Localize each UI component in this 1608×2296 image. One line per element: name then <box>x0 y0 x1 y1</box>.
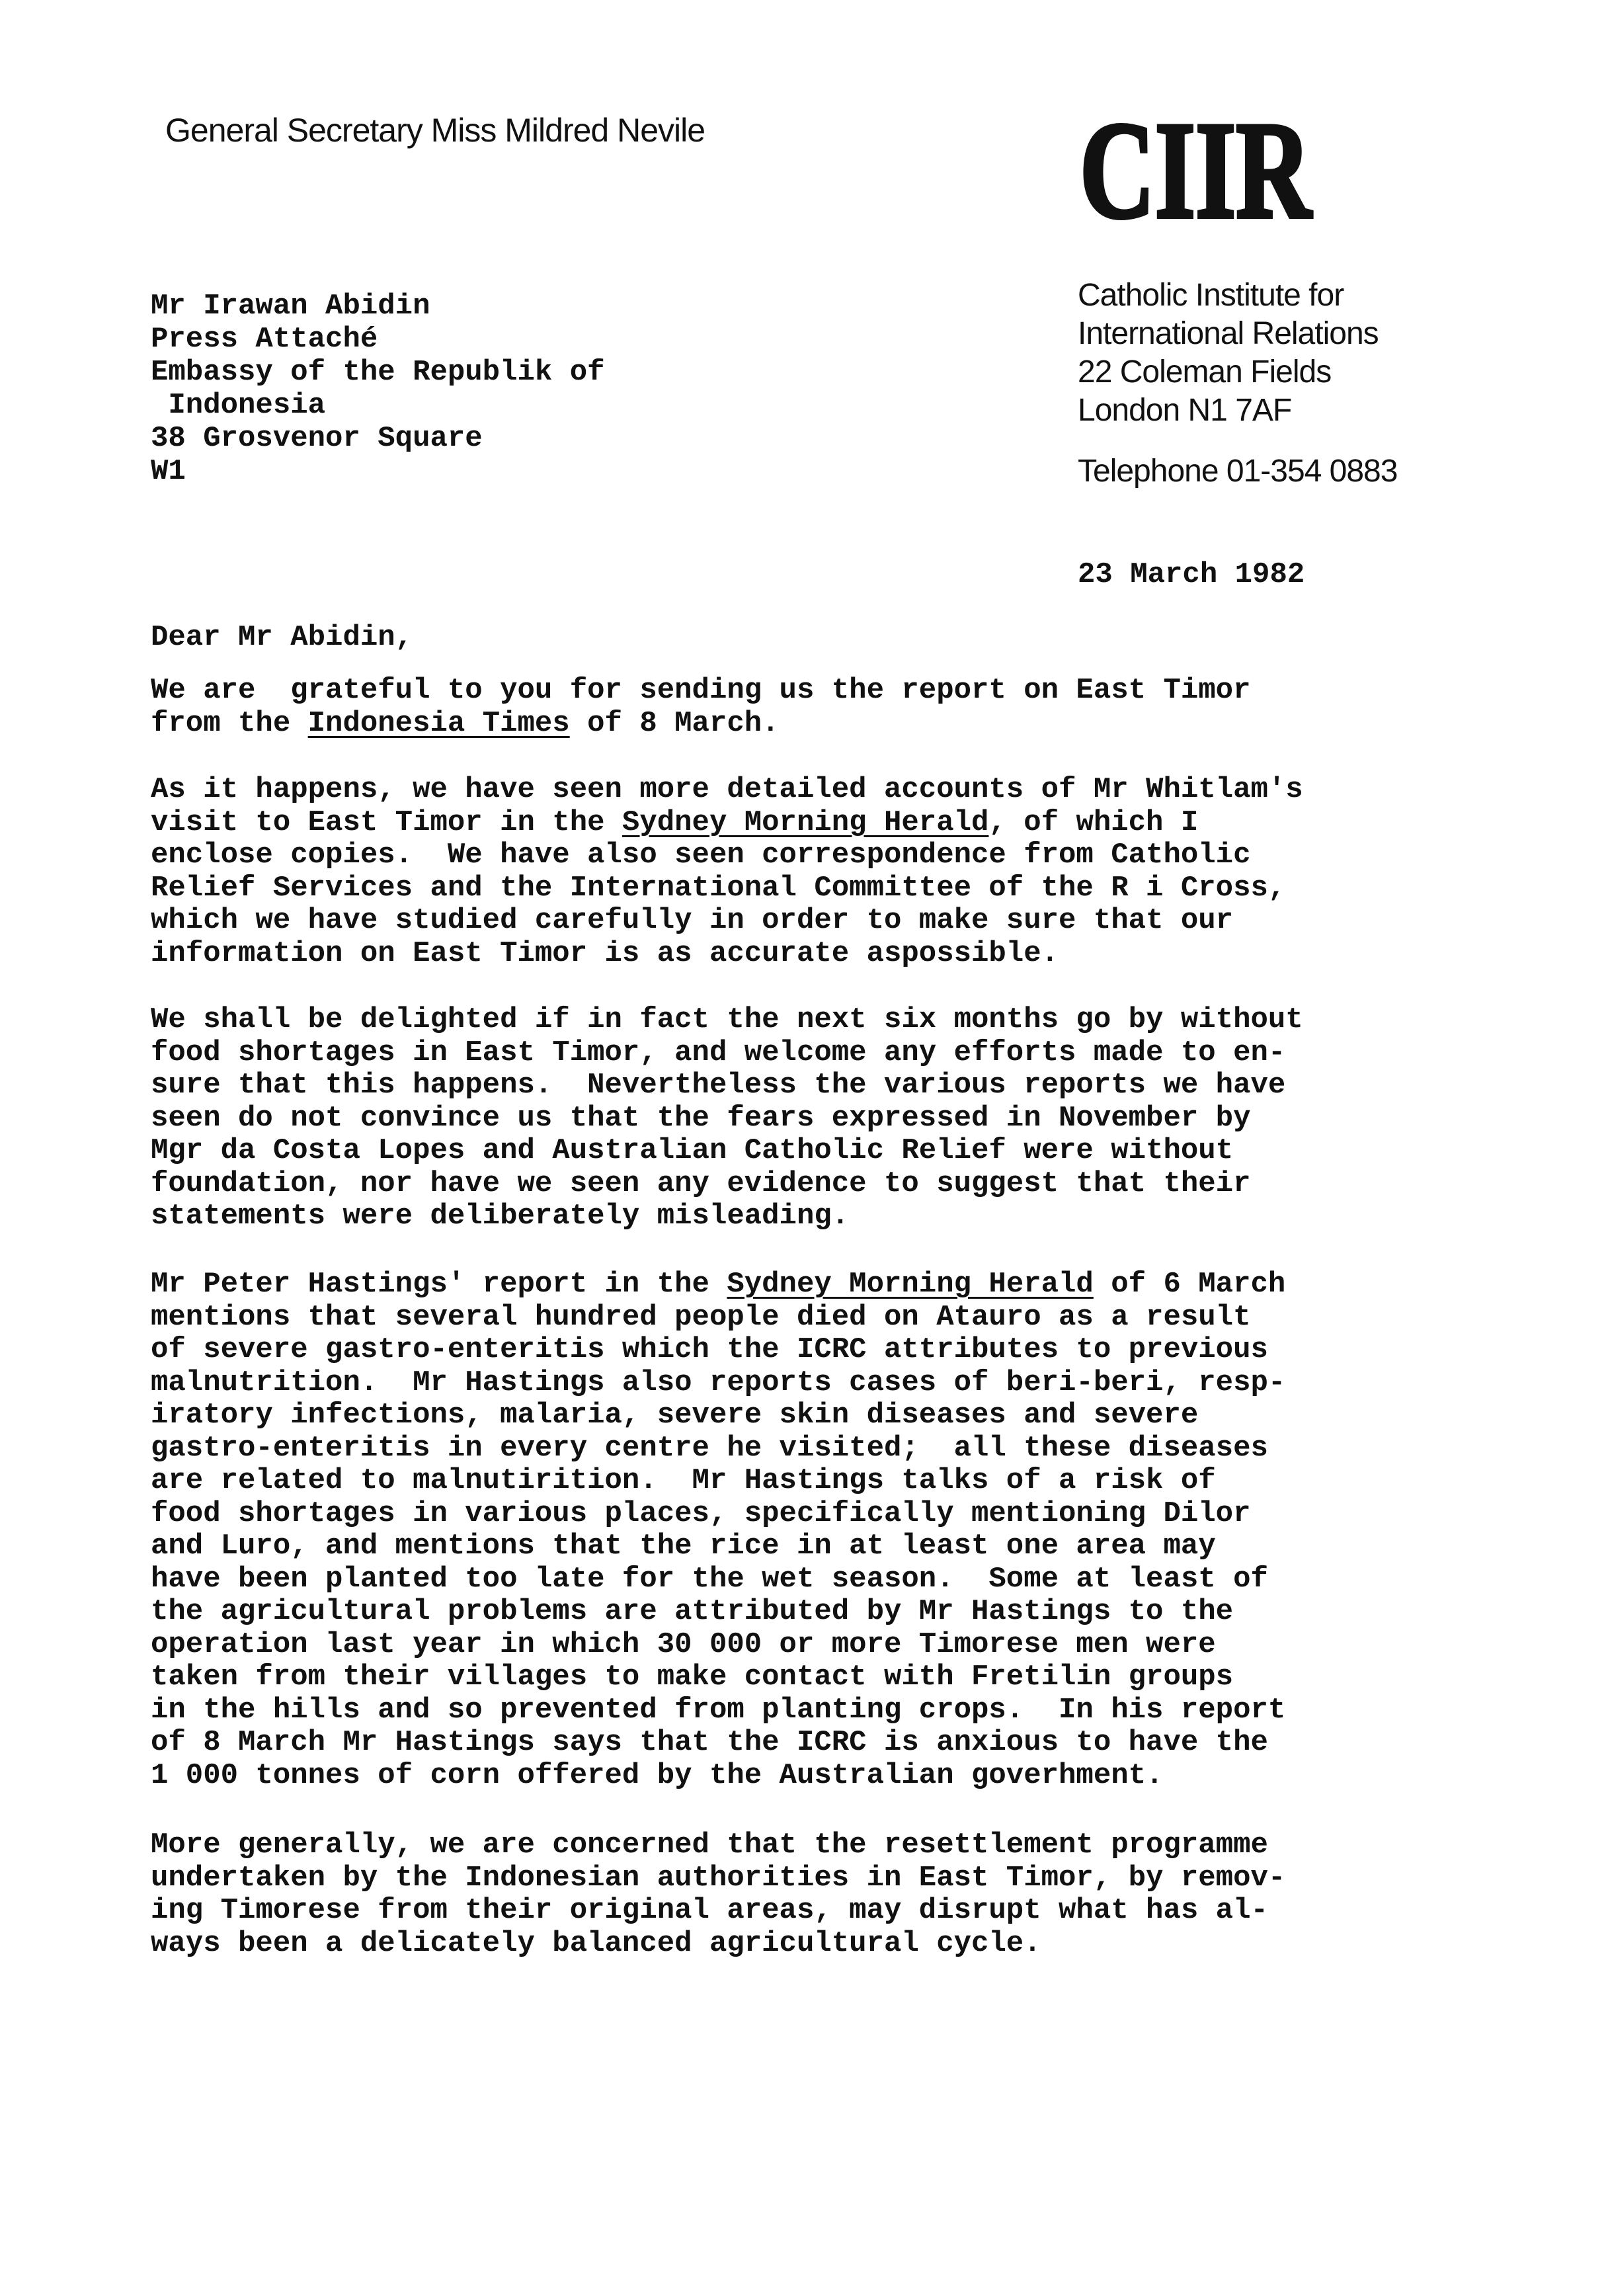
ciir-logo <box>1074 94 1319 247</box>
newspaper-title: Sydney Morning Herald <box>622 805 989 839</box>
recipient-address <box>151 290 605 488</box>
paragraph-line: We are grateful to you for sending us the report on East Timor <box>151 674 1251 707</box>
address-line: London N1 7AF <box>1078 393 1292 428</box>
paragraph-line <box>151 807 1303 840</box>
recipient-line: Press Attaché <box>151 323 378 356</box>
text-run: , of which I <box>988 805 1199 839</box>
logo-text: CIIR <box>1080 94 1312 247</box>
telephone: Telephone 01-354 0883 <box>1078 454 1398 489</box>
institute-address <box>1078 276 1397 491</box>
paragraph-4 <box>151 1268 1285 1792</box>
institute-line: International Relations <box>1078 316 1379 351</box>
recipient-line: Indonesia <box>151 389 326 422</box>
paragraph-text: enclose copies. We have also seen correspondence from Catholic Relief Services and the International Committee of the R i Cross, which we have studied carefully in order to make sure that our information on East Timor is as accurate aspossible. <box>151 839 1286 970</box>
paragraph-line <box>151 1268 1285 1301</box>
text-run: from the <box>151 706 308 740</box>
paragraph-5: More generally, we are concerned that the resettlement programme undertaken by the Indonesian authorities in East Timor, by remov- ing Timorese from their original areas, may disrupt what has al- ways been a delicately balanced agricultural cycle. <box>151 1828 1286 1960</box>
newspaper-title: Indonesia Times <box>307 706 570 740</box>
text-run: visit to East Timor in the <box>151 805 622 839</box>
recipient-line: Mr Irawan Abidin <box>151 290 430 323</box>
paragraph-text: mentions that several hundred people died on Atauro as a result of severe gastro-enteritis which the ICRC attributes to previous malnutrition. Mr Hastings also reports cases of beri-beri, resp- iratory infections, malaria, severe skin diseases and severe gastro-enteritis in every centre he visited; all these diseases are related to malnutirition. Mr Hastings talks of a risk of food shortages in various places, specifically mentioning Dilor and Luro, and mentions that the rice in at least one area may have been planted too late for the wet season. Some at least of the agricultural problems are attributed by Mr Hastings to the operation last year in which 30 000 or more Timorese men were taken from their villages to make contact with Fretilin groups in the hills and so prevented from planting crops. In his report of 8 March Mr Hastings says that the ICRC is anxious to have the 1 000 tonnes of corn offered by the Australian goverhment. <box>151 1300 1286 1792</box>
paragraph-3: We shall be delighted if in fact the next six months go by without food shortages in East Timor, and welcome any efforts made to en- sure that this happens. Nevertheless the various reports we have seen do not convince us that the fears expressed in November by Mgr da Costa Lopes and Australian Catholic Relief were without foundation, nor have we seen any evidence to suggest that their statements were deliberately misleading. <box>151 1003 1303 1233</box>
text-run: Mr Peter Hastings' report in the <box>151 1268 727 1301</box>
paragraph-2 <box>151 774 1303 970</box>
general-secretary-line: General Secretary Miss Mildred Nevile <box>165 112 705 149</box>
letter-date: 23 March 1982 <box>1078 558 1305 591</box>
institute-line: Catholic Institute for <box>1078 278 1344 313</box>
address-line: 22 Coleman Fields <box>1078 354 1332 390</box>
recipient-line: 38 Grosvenor Square <box>151 422 483 455</box>
salutation: Dear Mr Abidin, <box>151 621 413 654</box>
recipient-line: W1 <box>151 455 186 488</box>
paragraph-1 <box>151 675 1250 740</box>
recipient-line: Embassy of the Republik of <box>151 356 605 389</box>
newspaper-title: Sydney Morning Herald <box>727 1268 1094 1301</box>
text-run: of 8 March. <box>569 706 780 740</box>
text-run: of 6 March <box>1093 1268 1286 1301</box>
paragraph-line: As it happens, we have seen more detailed accounts of Mr Whitlam's <box>151 773 1303 806</box>
paragraph-line <box>151 708 1250 741</box>
